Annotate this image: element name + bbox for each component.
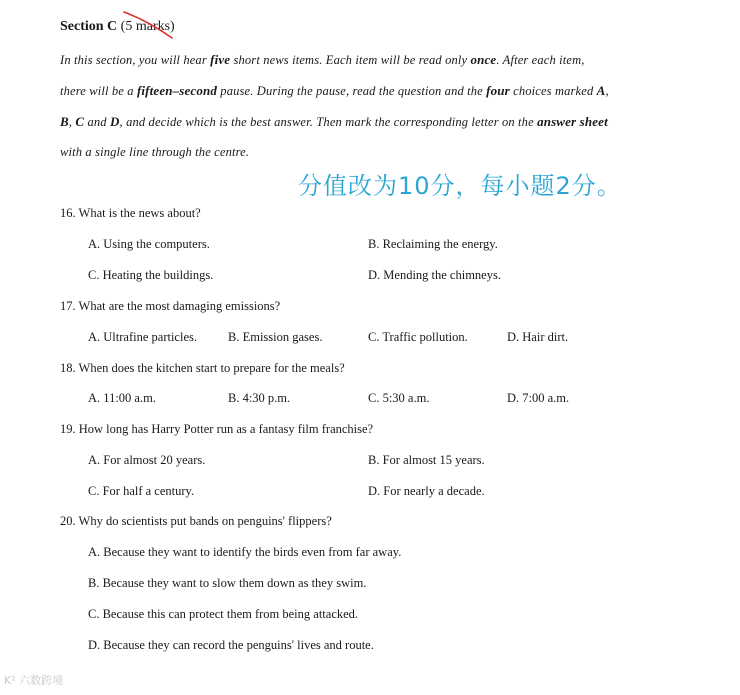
option-18c: C. 5:30 a.m. bbox=[368, 391, 430, 405]
option-20c: C. Because this can protect them from being attacked. bbox=[88, 607, 359, 621]
option-16d: D. Mending the chimneys. bbox=[368, 268, 501, 282]
instructions-line-3: B, C and D, and decide which is the best answer. Then mark the corresponding letter on the answer sheet bbox=[60, 114, 608, 129]
handwritten-annotation: 分值改为10分，每小题2分。 bbox=[298, 172, 622, 200]
option-16a: A. Using the computers. bbox=[88, 237, 210, 251]
option-19d: D. For nearly a decade. bbox=[368, 484, 485, 498]
option-19a: A. For almost 20 years. bbox=[88, 453, 206, 467]
option-17a: A. Ultrafine particles. bbox=[88, 330, 197, 344]
section-marks: (5 marks) bbox=[120, 19, 175, 34]
option-20d: D. Because they can record the penguins' lives and route. bbox=[88, 638, 374, 652]
option-16b: B. Reclaiming the energy. bbox=[368, 237, 498, 251]
option-18d: D. 7:00 a.m. bbox=[507, 391, 570, 405]
option-17c: C. Traffic pollution. bbox=[368, 330, 468, 344]
question-18: 18. When does the kitchen start to prepare for the meals? bbox=[60, 361, 345, 375]
instructions-line-4: with a single line through the centre. bbox=[60, 145, 250, 159]
option-16c: C. Heating the buildings. bbox=[88, 268, 214, 282]
question-17: 17. What are the most damaging emissions? bbox=[60, 299, 281, 313]
section-title: Section C bbox=[60, 19, 118, 34]
option-19b: B. For almost 15 years. bbox=[368, 453, 485, 467]
option-17b: B. Emission gases. bbox=[228, 330, 323, 344]
section-heading bbox=[60, 19, 175, 35]
option-18a: A. 11:00 a.m. bbox=[88, 391, 156, 405]
option-17d: D. Hair dirt. bbox=[507, 330, 569, 344]
watermark: K² 六数跨境 bbox=[4, 674, 64, 687]
question-19: 19. How long has Harry Potter run as a fantasy film franchise? bbox=[60, 422, 374, 436]
instructions-line-1: In this section, you will hear five short news items. Each item will be read only once. After each item, bbox=[60, 52, 585, 67]
question-16: 16. What is the news about? bbox=[60, 206, 201, 220]
instructions-line-2: there will be a fifteen–second pause. During the pause, read the question and the four choices marked A, bbox=[60, 83, 609, 98]
question-20: 20. Why do scientists put bands on penguins' flippers? bbox=[60, 514, 332, 528]
option-20b: B. Because they want to slow them down as they swim. bbox=[88, 576, 367, 590]
option-19c: C. For half a century. bbox=[88, 484, 195, 498]
option-20a: A. Because they want to identify the birds even from far away. bbox=[88, 545, 402, 559]
option-18b: B. 4:30 p.m. bbox=[228, 391, 291, 405]
